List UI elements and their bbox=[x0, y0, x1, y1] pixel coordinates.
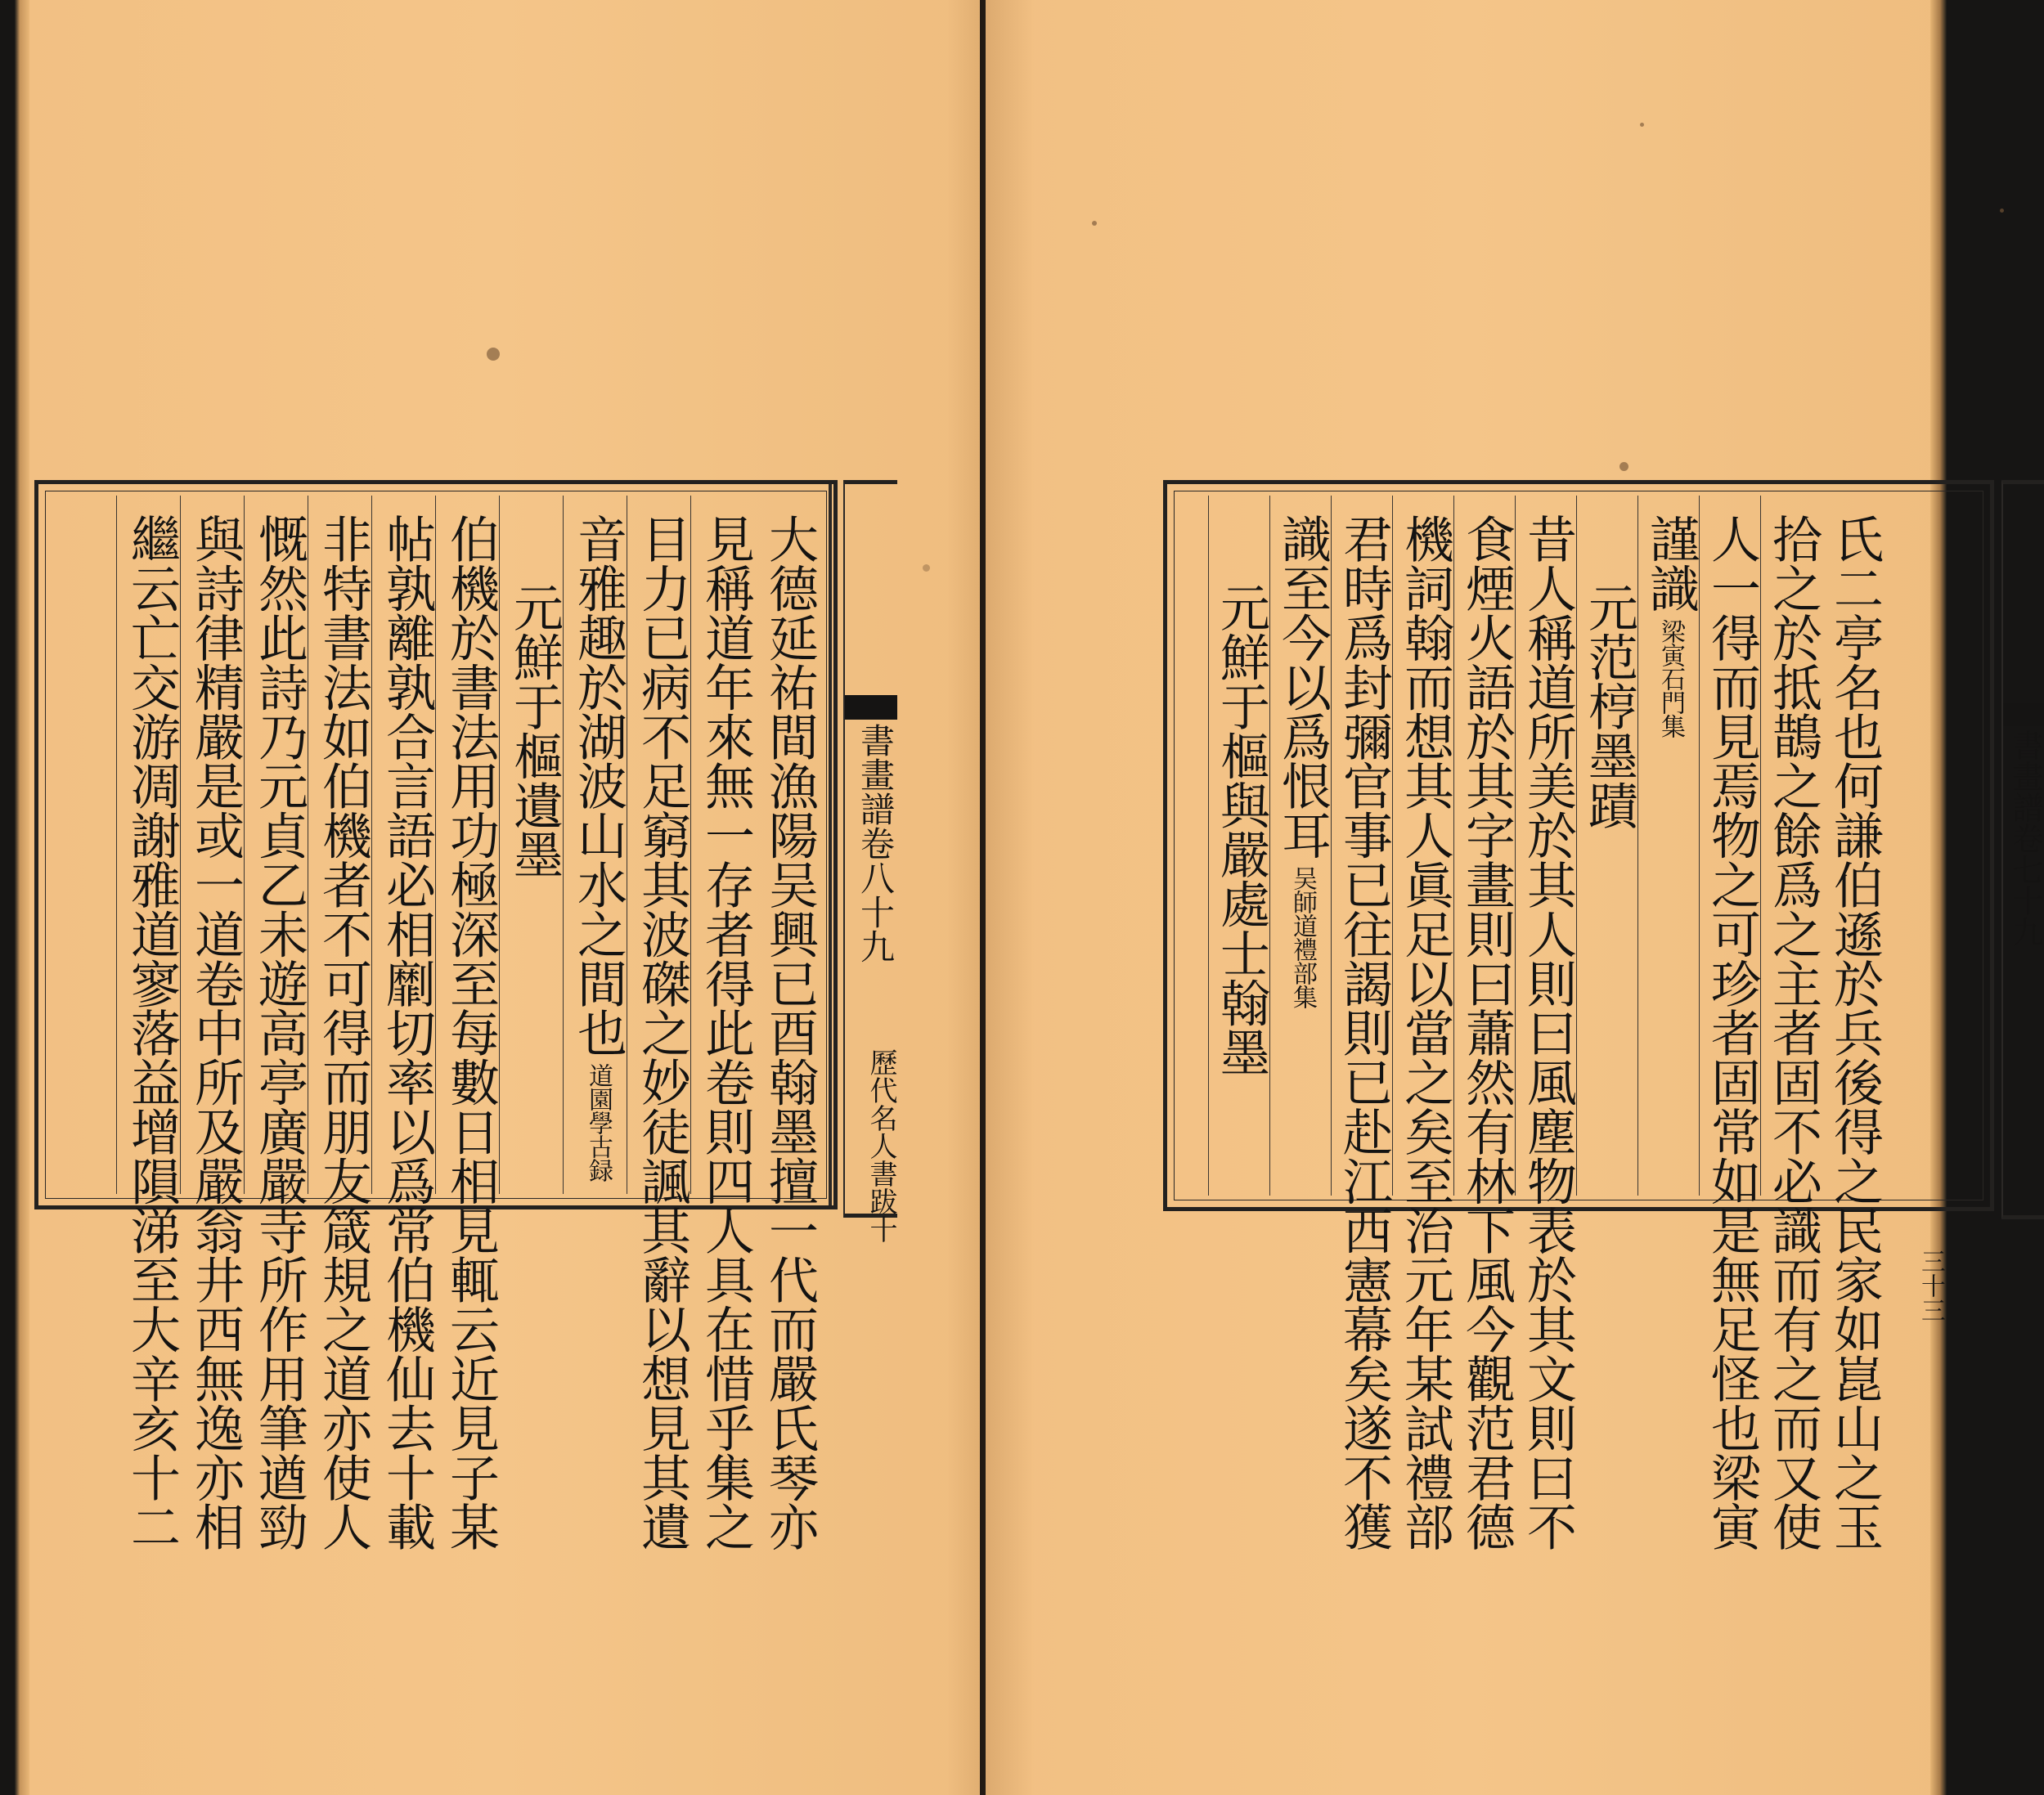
column-text: 目力已病不足窮其波磔之妙徒諷其辭以想見其遺 bbox=[633, 514, 691, 1551]
source-note: 梁寅石門集 bbox=[1656, 618, 1685, 738]
entry-heading: 元范梈墨蹟 bbox=[1580, 582, 1638, 830]
column-text: 帖孰離孰合言語必相劘切率以爲常伯機仙去十載 bbox=[378, 514, 436, 1551]
ink-spot bbox=[1092, 221, 1097, 226]
left-text-frame bbox=[34, 480, 897, 1551]
column-text: 昔人稱道所美於其人則曰風塵物表於其文則曰不 bbox=[1519, 514, 1577, 1551]
ink-spot bbox=[1640, 123, 1644, 127]
entry-heading: 元鮮于樞與嚴處士翰墨 bbox=[1212, 582, 1270, 1077]
text-column bbox=[1637, 496, 1700, 1196]
column-text: 與詩律精嚴是或一道卷中所及嚴翁井西無逸亦相 bbox=[186, 514, 245, 1551]
column-text: 伯機於書法用功極深至每數日相見輒云近見子某 bbox=[442, 514, 500, 1551]
left-page bbox=[15, 0, 980, 1795]
text-column bbox=[308, 496, 372, 1551]
spine-section: 歷代名人書跋十 bbox=[865, 1048, 897, 1243]
right-page bbox=[986, 0, 2043, 1795]
column-text: 人一得而見焉物之可珍者固常如是無足怪也梁寅 bbox=[1703, 514, 1761, 1551]
text-column bbox=[563, 496, 627, 1194]
spine-title: 書畫譜卷七十九 bbox=[2007, 729, 2043, 947]
text-column bbox=[1699, 496, 1761, 1551]
column-text: 大德延祐間漁陽吴興已酉翰墨擅一代而嚴氏琴亦 bbox=[761, 514, 819, 1551]
text-column bbox=[180, 496, 245, 1551]
source-note: 道園學古録 bbox=[584, 1063, 613, 1182]
left-spine-strip bbox=[843, 480, 897, 1243]
column-text: 拾之於抵鵲之餘爲之主者固不必識而有之而又使 bbox=[1764, 514, 1822, 1551]
right-gutter-shadow bbox=[986, 0, 1035, 1795]
text-column bbox=[1760, 496, 1822, 1551]
column-text: 識至今以爲恨耳 bbox=[1274, 514, 1332, 859]
text-column bbox=[690, 496, 755, 1551]
right-spine-strip bbox=[2001, 480, 2044, 1219]
fish-tail-spine bbox=[829, 484, 832, 1205]
ink-spot bbox=[923, 564, 930, 572]
source-note: 吴師道禮部集 bbox=[1288, 865, 1317, 1008]
fish-tail-mark bbox=[2003, 703, 2044, 726]
text-column bbox=[116, 496, 181, 1551]
text-column bbox=[1453, 496, 1516, 1551]
column-text: 見稱道年來無一存者得此卷則四人具在惜乎集之 bbox=[697, 514, 755, 1551]
column-text: 氏二亭名也何謙伯遜於兵後得之民家如崑山之玉 bbox=[1826, 514, 1884, 1551]
ink-spot bbox=[1619, 462, 1628, 471]
spine-title: 書畫譜卷八十九 bbox=[856, 723, 896, 963]
margin-page-number: 三十三 bbox=[1916, 1249, 1945, 1322]
column-text: 繼云亡交游凋謝雅道寥落益增隕涕至大辛亥十二 bbox=[123, 514, 181, 1551]
column-text: 機詞翰而想其人眞足以當之矣至治元年某試禮部 bbox=[1396, 514, 1454, 1551]
text-column bbox=[244, 496, 308, 1551]
text-column bbox=[1576, 496, 1638, 1196]
entry-heading: 元鮮于樞遺墨 bbox=[505, 582, 564, 879]
text-column bbox=[371, 496, 436, 1551]
ink-spot bbox=[487, 348, 500, 361]
text-column bbox=[755, 496, 819, 1551]
text-column bbox=[1392, 496, 1454, 1551]
text-column bbox=[1822, 496, 1884, 1551]
text-column bbox=[499, 496, 564, 1194]
column-text: 食煙火語於其字畫則曰蕭然有林下風今觀范君德 bbox=[1458, 514, 1516, 1551]
column-text: 慨然此詩乃元貞乙未遊高亭廣嚴寺所作用筆遒勁 bbox=[250, 514, 308, 1551]
text-column bbox=[435, 496, 500, 1551]
column-text: 謹識 bbox=[1642, 514, 1700, 613]
column-text: 音雅趣於湖波山水之間也 bbox=[569, 514, 627, 1057]
left-page-edge bbox=[15, 0, 29, 1795]
text-column bbox=[1515, 496, 1577, 1551]
text-column bbox=[627, 496, 691, 1551]
text-column bbox=[1208, 496, 1270, 1196]
column-text: 非特書法如伯機者不可得而朋友箴規之道亦使人 bbox=[314, 514, 372, 1551]
ink-spot bbox=[2000, 209, 2004, 213]
text-column bbox=[1331, 496, 1393, 1551]
text-column bbox=[1269, 496, 1332, 1196]
column-text: 君時爲封彌官事已往謁則已赴江西憲幕矣遂不獲 bbox=[1335, 514, 1393, 1551]
fish-tail-mark bbox=[845, 695, 897, 720]
